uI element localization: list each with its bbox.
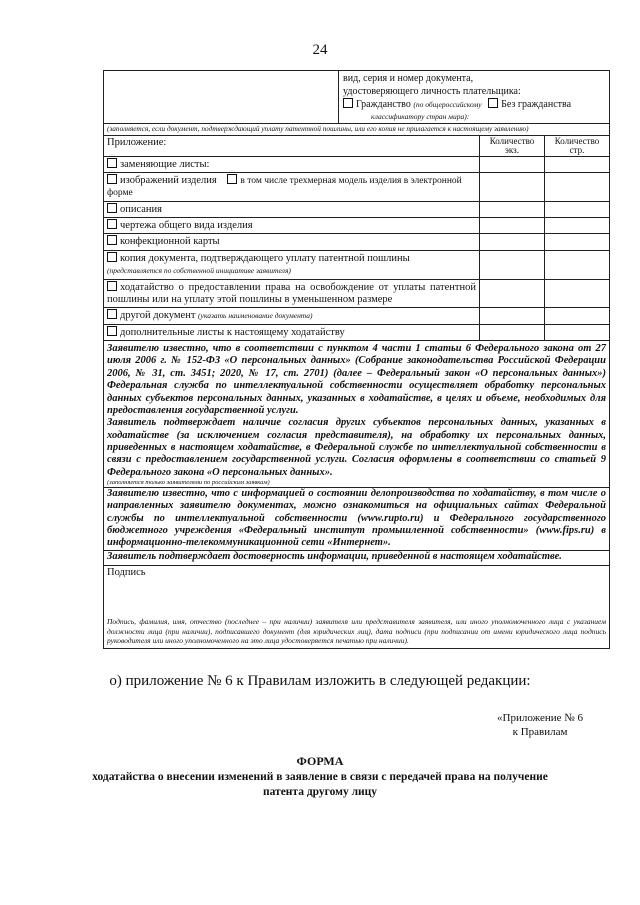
doc-id-line2: удостоверяющего личность плательщика: xyxy=(343,85,521,97)
fill-note: (заполняется, если документ, подтверждающий уплату патентной пошлины, или его копия не прилагается к настоящему заявлению) xyxy=(104,124,610,136)
citizenship-checkbox[interactable] xyxy=(343,98,353,108)
stateless-label: Без гражданства xyxy=(501,99,572,110)
citizenship-label: Гражданство xyxy=(356,99,411,110)
form-title: ФОРМА xyxy=(296,754,344,768)
other-doc-label: другой документ xyxy=(120,310,196,322)
3d-model-checkbox[interactable] xyxy=(227,174,237,184)
confection-label: конфекционной карты xyxy=(120,236,220,248)
additional-sheets-label: дополнительные листы к настоящему ходатайству xyxy=(120,326,345,338)
consent-para-2-note: (заполняется только заявителями по российским заявкам) xyxy=(107,479,270,487)
consent-para-2: Заявитель подтверждает наличие согласия других субъектов персональных данных, указанных в ходатайстве (за исключением согласия представителя), на обработку их персональных данных, приведенных в настоящем ходатайстве, в Федеральной службе по интеллектуальной собственности в связи с предоставлением государственной услуги. Согласия оформлены в соответствии со статьей 9 Федерального закона «О персональных данных». xyxy=(107,417,606,478)
3d-model-label: в том числе трехмерная модель изделия в электронной форме xyxy=(107,175,462,199)
other-doc-note: (указать наименование документа) xyxy=(198,311,313,321)
form-subtitle: ходатайства о внесении изменений в заявление в связи с передачей права на получение патента другому лицу xyxy=(92,771,548,798)
signature-label: Подпись xyxy=(107,567,146,579)
attachments-header: Приложение: xyxy=(104,135,480,156)
other-doc-checkbox[interactable] xyxy=(107,309,117,319)
exemption-petition-label: ходатайство о предоставлении права на освобождение от уплаты патентной пошлины или на уплату этой пошлины в уменьшенном размере xyxy=(107,281,476,305)
page-number: 24 xyxy=(312,42,328,58)
fee-doc-checkbox[interactable] xyxy=(107,252,117,262)
petition-form-table xyxy=(103,70,610,649)
col-pages-header: Количество стр. xyxy=(545,135,610,156)
consent-para-3: Заявителю известно, что с информацией о состоянии делопроизводства по ходатайству, в том числе о направленных заявителю документах, можно ознакомиться на официальных сайтах Федеральной службы по интеллектуальной собственности (www.rupto.ru) и Федерального государственного бюджетного учреждения «Федеральный институт промышленной собственности» (www.fips.ru) в информационно-телекоммуникационной сети «Интернет». xyxy=(104,487,609,550)
annex-reference xyxy=(497,711,583,740)
descriptions-label: описания xyxy=(120,203,163,215)
fee-doc-note: (представляется по собственной инициативе заявителя) xyxy=(107,266,291,276)
exemption-petition-checkbox[interactable] xyxy=(107,281,117,291)
images-label: изображений изделия xyxy=(120,174,217,186)
drawing-label: чертежа общего вида изделия xyxy=(120,220,253,232)
classifier-note: классификатору стран мира): xyxy=(371,111,470,121)
replacement-sheets-label: заменяющие листы: xyxy=(120,158,210,170)
additional-sheets-checkbox[interactable] xyxy=(107,326,117,336)
fee-doc-label: копия документа, подтверждающего уплату патентной пошлины xyxy=(120,252,410,264)
col-copies-header: Количество экз. xyxy=(480,135,545,156)
citizenship-note: (по общероссийскому xyxy=(413,100,482,109)
doc-id-line1: вид, серия и номер документа, xyxy=(343,73,474,84)
confection-checkbox[interactable] xyxy=(107,235,117,245)
drawing-checkbox[interactable] xyxy=(107,219,117,229)
signature-note: Подпись, фамилия, имя, отчество (последнее – при наличии) заявителя или представителя заявителя, или иного уполномоченного лица с указанием должности лица (при наличии), подписавшего документ (для юридических лиц), дата подписи (при подписании от имени юридического лица подпись руководителя или иного уполномоченного на это лица удостоверяется печатью при наличии). xyxy=(107,616,606,646)
stateless-checkbox[interactable] xyxy=(488,98,498,108)
replacement-sheets-checkbox[interactable] xyxy=(107,158,117,168)
annex-ref-line2: к Правилам xyxy=(512,726,568,739)
descriptions-checkbox[interactable] xyxy=(107,203,117,213)
images-checkbox[interactable] xyxy=(107,174,117,184)
consent-para-4: Заявитель подтверждает достоверность информации, приведенной в настоящем ходатайстве. xyxy=(104,550,609,563)
annex-ref-line1: «Приложение № 6 xyxy=(497,712,584,724)
amendment-line: о) приложение № 6 к Правилам изложить в следующей редакции: xyxy=(109,673,531,689)
consent-para-1: Заявителю известно, что в соответствии с пунктом 4 части 1 статьи 6 Федерального закона от 27 июля 2006 г. № 152-ФЗ «О персональных данных» (Собрание законодательства Российской Федерации 2006, № 31, ст. 3451; 2020, № 17, ст. 2701) (далее – Федеральный закон «О персональных данных») Федеральная служба по интеллектуальной собственности осуществляет обработку персональных данных субъектов персональных данных, указанных в ходатайстве, в целях и объеме, необходимых для предоставления государственной услуги. xyxy=(107,343,606,416)
